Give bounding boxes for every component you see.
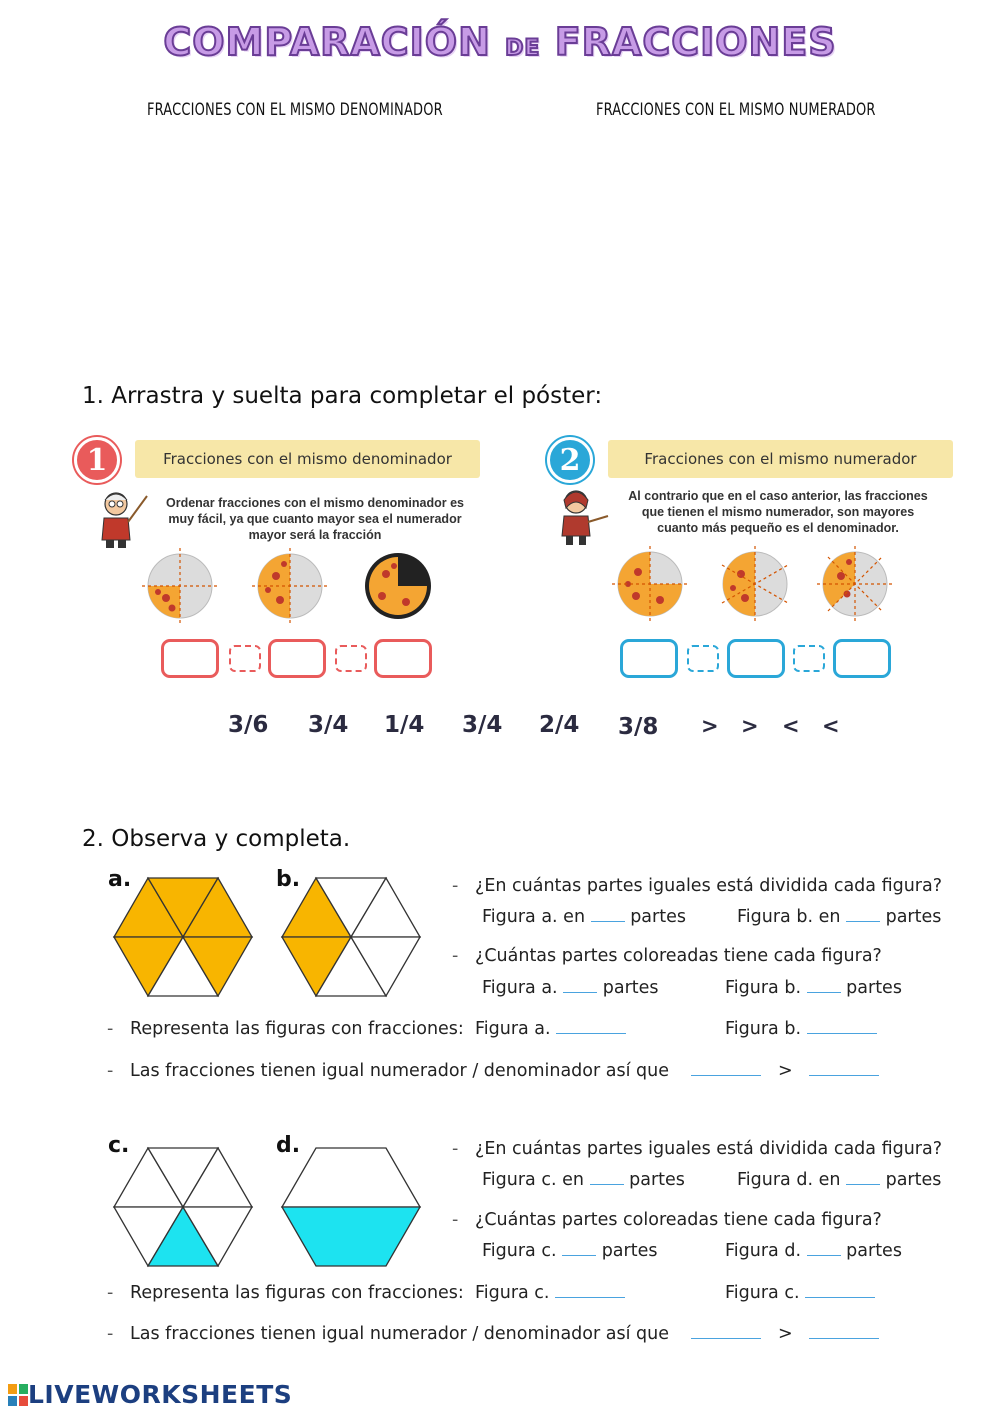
pizza-1-of-4 — [142, 548, 218, 624]
poster-2-text: Al contrario que en el caso anterior, las fracciones que tienen el mismo numerador, son mayores cuanto más pequeño es el denominador. — [628, 489, 928, 535]
question-a-2 — [452, 946, 882, 966]
fig-a-colored-input[interactable] — [563, 977, 597, 993]
drag-chip-3-4[interactable]: 3/4 — [308, 712, 349, 738]
poster-1-number: 1 — [74, 437, 120, 483]
question-text: ¿En cuántas partes iguales está dividida cada figura? — [475, 876, 943, 896]
answer-row-a-2 — [482, 977, 659, 998]
represent-row-b — [725, 1018, 877, 1039]
compare-text: Las fracciones tienen igual numerador / denominador así que — [130, 1324, 669, 1344]
pizza-3-of-4-quarters — [612, 546, 688, 622]
answer-row-c-2 — [482, 1240, 657, 1261]
drop-box-2-3[interactable] — [833, 639, 891, 678]
fig-a-parts-label: Figura a. en — [482, 907, 586, 927]
partes-label: partes — [629, 1170, 685, 1190]
compare-row-a — [107, 1060, 879, 1081]
poster-1-text: Ordenar fracciones con el mismo denominador es muy fácil, ya que cuanto mayor sea el numerador mayor será la fracción — [165, 496, 464, 542]
hexagon-figure-b — [280, 876, 422, 998]
pizza-2-of-4 — [252, 548, 328, 624]
drag-chip-3-6[interactable]: 3/6 — [228, 712, 269, 738]
answer-row-b-1 — [737, 906, 941, 927]
title-word-3: FRACCIONES — [554, 20, 837, 64]
pizza-3-of-6 — [722, 546, 788, 622]
fig-d-colored-label: Figura d. — [725, 1241, 802, 1261]
represent-row-c — [107, 1282, 625, 1303]
drop-box-1-1[interactable] — [161, 639, 219, 678]
pizza-3-of-4 — [365, 553, 431, 619]
drag-chip-3-4-b[interactable]: 3/4 — [462, 712, 503, 738]
question-c-2 — [452, 1210, 882, 1230]
drag-chip-2-4[interactable]: 2/4 — [539, 712, 580, 738]
question-c-1 — [452, 1139, 942, 1159]
fig-b-colored-label: Figura b. — [725, 978, 802, 998]
teacher-icon — [552, 486, 612, 548]
rep-fig-d-label: Figura c. — [725, 1283, 800, 1303]
partes-label: partes — [885, 907, 942, 927]
figure-d-label: d. — [276, 1133, 301, 1158]
question-text: ¿En cuántas partes iguales está dividida cada figura? — [475, 1139, 943, 1159]
subheading-same-numerator: FRACCIONES CON EL MISMO NUMERADOR — [596, 100, 876, 120]
drop-box-sign-1-2[interactable] — [335, 645, 367, 672]
hexagon-figure-d — [280, 1146, 422, 1268]
title-word-2: DE — [505, 36, 541, 61]
compare-a-left-input[interactable] — [691, 1060, 761, 1076]
compare-a-right-input[interactable] — [809, 1060, 879, 1076]
drop-box-1-2[interactable] — [268, 639, 326, 678]
drop-box-sign-2-1[interactable] — [687, 645, 719, 672]
answer-row-b-2 — [725, 977, 902, 998]
bullet: - — [107, 1019, 114, 1039]
fig-c-colored-label: Figura c. — [482, 1241, 557, 1261]
logo-text: LIVEWORKSHEETS — [28, 1380, 293, 1409]
partes-label: partes — [630, 907, 686, 927]
greater-than-sign: > — [777, 1061, 793, 1081]
hexagon-figure-a — [112, 876, 254, 998]
figure-b-label: b. — [276, 867, 301, 892]
logo-icon — [8, 1384, 28, 1406]
fig-c-parts-label: Figura c. en — [482, 1170, 584, 1190]
drag-chip-3-8[interactable]: 3/8 — [618, 714, 659, 740]
subheading-same-denominator: FRACCIONES CON EL MISMO DENOMINADOR — [147, 100, 443, 120]
question-a-1 — [452, 876, 942, 896]
bullet: - — [107, 1283, 114, 1303]
pizza-fractions-set-1 — [140, 548, 440, 628]
bullet: - — [452, 876, 459, 896]
greater-than-sign: > — [777, 1324, 793, 1344]
fig-c-parts-input[interactable] — [590, 1169, 624, 1185]
represent-row-d — [725, 1282, 875, 1303]
liveworksheets-logo — [8, 1380, 292, 1409]
teacher-icon — [92, 488, 152, 550]
compare-text: Las fracciones tienen igual numerador / denominador así que — [130, 1061, 669, 1081]
fig-d-colored-input[interactable] — [807, 1240, 841, 1256]
figure-a-label: a. — [108, 867, 132, 892]
fig-b-parts-label: Figura b. en — [737, 907, 841, 927]
rep-fig-b-label: Figura b. — [725, 1019, 802, 1039]
compare-row-c — [107, 1323, 879, 1344]
drag-chip-greater-2[interactable]: > — [741, 714, 759, 738]
compare-c-right-input[interactable] — [809, 1323, 879, 1339]
answer-row-c-1 — [482, 1169, 685, 1190]
poster-2-number: 2 — [547, 437, 593, 483]
bullet: - — [107, 1061, 114, 1081]
drag-chip-less-1[interactable]: < — [782, 714, 800, 738]
represent-row-a — [107, 1018, 626, 1039]
partes-label: partes — [602, 978, 659, 998]
hexagon-figure-c — [112, 1146, 254, 1268]
represent-text: Representa las figuras con fracciones: — [130, 1019, 464, 1039]
rep-fig-a-input[interactable] — [556, 1018, 626, 1034]
drop-box-sign-1-1[interactable] — [229, 645, 261, 672]
drop-box-2-1[interactable] — [620, 639, 678, 678]
partes-label: partes — [885, 1170, 942, 1190]
rep-fig-b-input[interactable] — [807, 1018, 877, 1034]
partes-label: partes — [846, 978, 902, 998]
fig-b-colored-input[interactable] — [807, 977, 841, 993]
drag-chip-1-4[interactable]: 1/4 — [384, 712, 425, 738]
bullet: - — [107, 1324, 114, 1344]
drag-chip-greater-1[interactable]: > — [701, 714, 719, 738]
question-text: ¿Cuántas partes coloreadas tiene cada figura? — [475, 946, 882, 966]
fig-d-parts-label: Figura d. en — [737, 1170, 841, 1190]
answer-row-a-1 — [482, 906, 686, 927]
fig-b-parts-input[interactable] — [846, 906, 880, 922]
fig-c-colored-input[interactable] — [562, 1240, 596, 1256]
partes-label: partes — [846, 1241, 902, 1261]
rep-fig-c-label: Figura c. — [474, 1283, 550, 1303]
section-1-title: 1. Arrastra y suelta para completar el póster: — [82, 383, 603, 409]
section-2-title: 2. Observa y completa. — [82, 826, 351, 852]
rep-fig-d-input[interactable] — [805, 1282, 875, 1298]
drop-box-2-2[interactable] — [727, 639, 785, 678]
pizza-3-of-8 — [817, 546, 893, 622]
title-word-1: COMPARACIÓN — [163, 20, 491, 64]
fig-a-colored-label: Figura a. — [482, 978, 558, 998]
compare-c-left-input[interactable] — [691, 1323, 761, 1339]
pizza-fractions-set-2 — [600, 546, 900, 626]
drop-box-sign-2-2[interactable] — [793, 645, 825, 672]
drop-box-1-3[interactable] — [374, 639, 432, 678]
bullet: - — [452, 946, 459, 966]
answer-row-d-2 — [725, 1240, 902, 1261]
fig-d-parts-input[interactable] — [846, 1169, 880, 1185]
rep-fig-a-label: Figura a. — [474, 1019, 551, 1039]
bullet: - — [452, 1139, 459, 1159]
partes-label: partes — [601, 1241, 658, 1261]
figure-c-label: c. — [108, 1133, 130, 1158]
question-text: ¿Cuántas partes coloreadas tiene cada figura? — [475, 1210, 882, 1230]
poster-2-banner: Fracciones con el mismo numerador — [608, 440, 953, 478]
fig-a-parts-input[interactable] — [591, 906, 625, 922]
bullet: - — [452, 1210, 459, 1230]
page-title — [0, 20, 1000, 64]
represent-text: Representa las figuras con fracciones: — [130, 1283, 464, 1303]
drag-chip-less-2[interactable]: < — [822, 714, 840, 738]
answer-row-d-1 — [737, 1169, 941, 1190]
poster-1-banner: Fracciones con el mismo denominador — [135, 440, 480, 478]
rep-fig-c-input[interactable] — [555, 1282, 625, 1298]
